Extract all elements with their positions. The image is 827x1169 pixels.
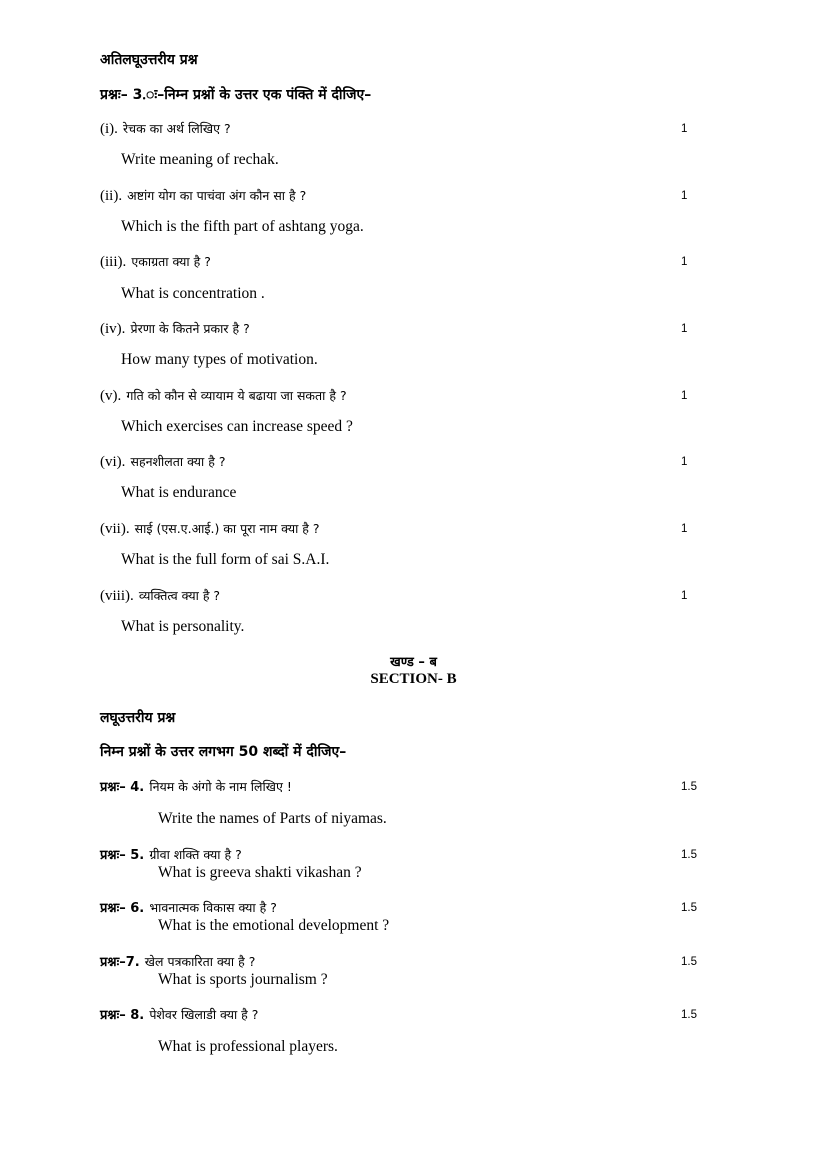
question-hindi: खेल पत्रकारिता क्या है ? — [144, 954, 256, 969]
question-number: (v). — [100, 388, 122, 404]
question-hindi: भावनात्मक विकास क्या है ? — [149, 900, 277, 915]
question-marks: 1.5 — [681, 1009, 697, 1021]
question-hindi: ग्रीवा शक्ति क्या है ? — [149, 847, 242, 862]
part-a-instruction: प्रश्नः– 3.ः–निम्न प्रश्नों के उत्तर एक पंक्ति में दीजिए– — [100, 87, 372, 103]
question-hindi: गति को कौन से व्यायाम ये बढाया जा सकता है ? — [126, 388, 347, 403]
question-hindi: अष्टांग योग का पाचंवा अंग कौन सा है ? — [127, 188, 307, 203]
question-english: What is concentration . — [121, 285, 265, 302]
question-english: How many types of motivation. — [121, 351, 318, 368]
question-item — [100, 185, 306, 205]
question-english: Write meaning of rechak. — [121, 151, 279, 168]
question-marks: 1.5 — [681, 902, 697, 914]
question-hindi: प्रेरणा के कितने प्रकार है ? — [130, 321, 250, 336]
question-hindi: रेचक का अर्थ लिखिए ? — [123, 121, 231, 136]
question-item — [100, 897, 277, 916]
question-english: Write the names of Parts of niyamas. — [158, 810, 387, 827]
question-number: (iii). — [100, 254, 127, 270]
question-marks: 1 — [681, 390, 688, 402]
question-english: What is greeva shakti vikashan ? — [158, 864, 362, 881]
question-number: (vii). — [100, 521, 130, 537]
section-title-hindi: खण्ड – ब — [390, 655, 437, 670]
question-label: प्रश्नः– 6. — [100, 901, 145, 916]
question-english: What is sports journalism ? — [158, 971, 328, 988]
question-label: प्रश्नः– 8. — [100, 1008, 145, 1023]
question-english: What is the full form of sai S.A.I. — [121, 551, 330, 568]
question-english: What is professional players. — [158, 1038, 338, 1055]
question-english: What is endurance — [121, 484, 237, 501]
question-marks: 1.5 — [681, 781, 697, 793]
question-item — [100, 451, 225, 471]
question-hindi: व्यक्तित्व क्या है ? — [138, 588, 221, 603]
question-marks: 1 — [681, 456, 688, 468]
question-marks: 1.5 — [681, 849, 697, 861]
question-number: (vi). — [100, 454, 126, 470]
question-item — [100, 518, 320, 538]
question-english: What is the emotional development ? — [158, 917, 390, 934]
question-english: What is personality. — [121, 618, 245, 635]
section-b-instruction: निम्न प्रश्नों के उत्तर लगभग 50 शब्दों में दीजिए– — [100, 744, 347, 760]
question-hindi: एकाग्रता क्या है ? — [131, 254, 211, 269]
question-english: Which is the fifth part of ashtang yoga. — [121, 218, 364, 235]
question-marks: 1 — [681, 523, 688, 535]
question-item — [100, 251, 211, 271]
question-marks: 1 — [681, 123, 688, 135]
question-english: Which exercises can increase speed ? — [121, 418, 353, 435]
question-number: (viii). — [100, 588, 134, 604]
section-title-english: SECTION- B — [370, 671, 457, 687]
question-marks: 1 — [681, 590, 688, 602]
question-item — [100, 1004, 258, 1023]
question-marks: 1 — [681, 323, 688, 335]
question-item — [100, 951, 255, 970]
question-number: (i). — [100, 121, 118, 137]
question-hindi: सहनशीलता क्या है ? — [130, 454, 226, 469]
question-number: (iv). — [100, 321, 126, 337]
question-item — [100, 385, 347, 405]
part-a-heading: अतिलघूउत्तरीय प्रश्न — [100, 52, 198, 68]
section-b-heading: लघूउत्तरीय प्रश्न — [100, 710, 176, 726]
question-marks: 1.5 — [681, 956, 697, 968]
question-marks: 1 — [681, 190, 688, 202]
question-hindi: पेशेवर खिलाडी क्या है ? — [149, 1007, 259, 1022]
question-number: (ii). — [100, 188, 123, 204]
question-label: प्रश्नः–7. — [100, 955, 140, 970]
question-item — [100, 776, 292, 795]
question-hindi: नियम के अंगो के नाम लिखिए ! — [149, 779, 292, 794]
question-item — [100, 118, 231, 138]
question-label: प्रश्नः– 4. — [100, 780, 145, 795]
question-hindi: साई (एस.ए.आई.) का पूरा नाम क्या है ? — [134, 521, 320, 536]
question-item — [100, 318, 250, 338]
question-item — [100, 585, 220, 605]
question-label: प्रश्नः– 5. — [100, 848, 145, 863]
question-marks: 1 — [681, 256, 688, 268]
question-item — [100, 844, 242, 863]
